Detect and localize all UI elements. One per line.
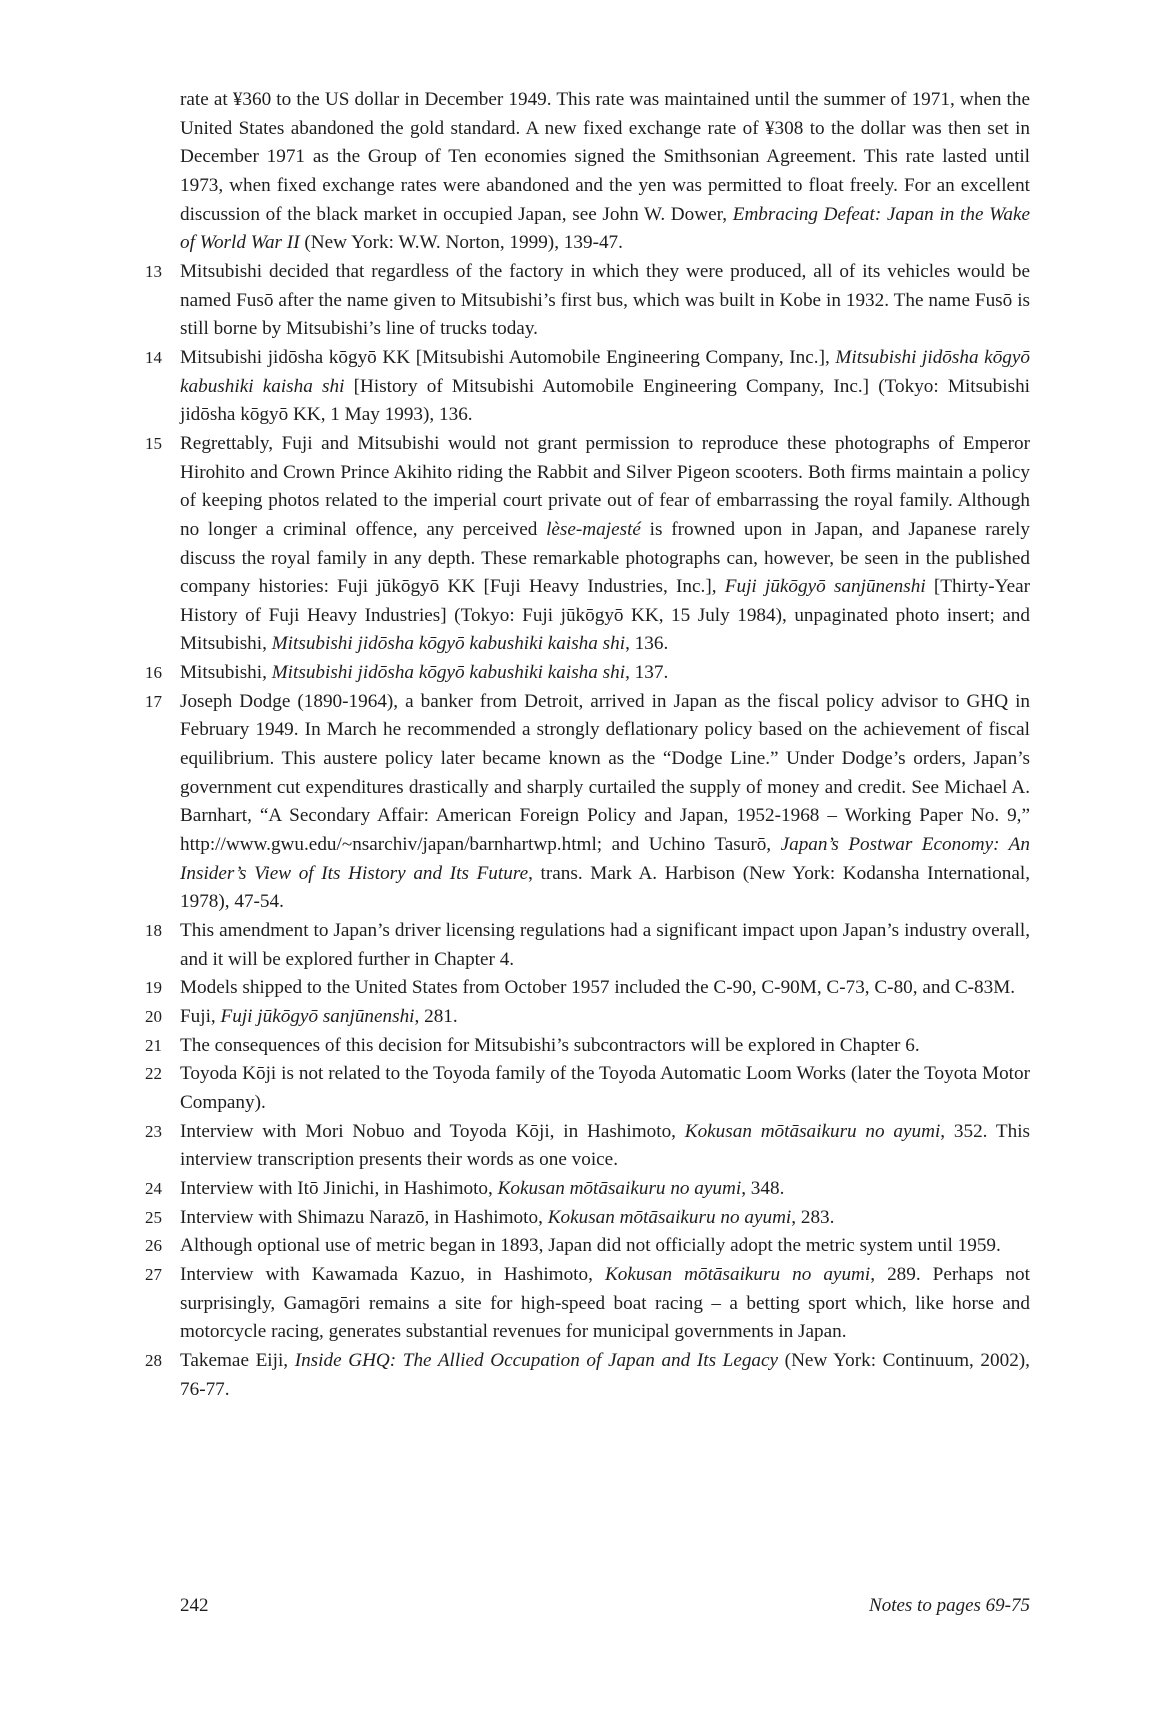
endnote-text: [180, 86, 1030, 258]
endnote-number: 27: [145, 1264, 162, 1284]
endnote-17: [145, 688, 1030, 917]
endnote-number: 21: [145, 1035, 162, 1055]
endnote-text: [180, 659, 1030, 688]
text-run: (New York: W.W. Norton, 1999), 139-47.: [299, 232, 623, 254]
text-run: Interview with Kawamada Kazuo, in Hashimoto,: [180, 1263, 605, 1285]
text-run: Joseph Dodge (1890-1964), a banker from Detroit, arrived in Japan as the fiscal policy advisor to GHQ in February 1949. In March he recommended a strongly deflationary policy based on the achievement of fiscal equilibrium. This austere policy later became known as the “Dodge Line.” Under Dodge’s orders, Japan’s government cut expenditures drastically and sharply curtailed the supply of money and credit. See Michael A. Barnhart, “A Secondary Affair: American Foreign Policy and Japan, 1952-1968 – Working Paper No. 9,” http://www.gwu.edu/~nsarchiv/japan/barnhartwp.html; and Uchino Tasurō,: [180, 690, 1030, 856]
italic-title: Japan’s Postwar Economy: An Insider’s View of Its History and Its Future: [180, 834, 1030, 884]
endnote-text: [180, 1347, 1030, 1404]
endnote-24: [145, 1175, 1030, 1204]
endnote-text: [180, 258, 1030, 344]
italic-title: Kokusan mōtāsaikuru no ayumi: [497, 1177, 742, 1199]
endnote-number: 22: [145, 1064, 162, 1084]
endnote-number: 19: [145, 978, 162, 998]
endnote-18: [145, 917, 1030, 974]
endnote-text: [180, 1060, 1030, 1117]
endnote-number: 14: [145, 347, 162, 367]
endnote-26: [145, 1232, 1030, 1261]
text-run: rate at ¥360 to the US dollar in December 1949. This rate was maintained until the summer of 1971, when the United States abandoned the gold standard. A new fixed exchange rate of ¥308 to the dollar was then set in December 1971 as the Group of Ten economies signed the Smithsonian Agreement. This rate lasted until 1973, when fixed exchange rates were abandoned and the yen was permitted to float freely. For an excellent discussion of the black market in occupied Japan, see John W. Dower,: [180, 89, 1030, 225]
endnote-27: [145, 1261, 1030, 1347]
italic-title: Kokusan mōtāsaikuru no ayumi: [604, 1263, 871, 1285]
endnote-text: [180, 1261, 1030, 1347]
endnote-number: 15: [145, 433, 162, 453]
italic-title: Mitsubishi jidōsha kōgyō kabushiki kaisha shi: [271, 633, 626, 655]
text-run: Toyoda Kōji is not related to the Toyoda family of the Toyoda Automatic Loom Works (later the Toyota Motor Company).: [180, 1063, 1030, 1113]
endnote-number: 23: [145, 1121, 162, 1141]
italic-title: Kokusan mōtāsaikuru no ayumi: [684, 1120, 941, 1142]
endnote-number: 17: [145, 691, 162, 711]
italic-title: Kokusan mōtāsaikuru no ayumi: [547, 1206, 792, 1228]
endnote-25: [145, 1204, 1030, 1233]
text-run: Models shipped to the United States from October 1957 included the C-90, C-90M, C-73, C-80, and C-83M.: [180, 977, 1016, 999]
italic-title: lèse-majesté: [546, 518, 641, 540]
endnote-text: [180, 1032, 1030, 1061]
text-run: Interview with Itō Jinichi, in Hashimoto,: [180, 1177, 498, 1199]
endnote-text: [180, 344, 1030, 430]
text-run: Although optional use of metric began in 1893, Japan did not officially adopt the metric system until 1959.: [180, 1235, 1001, 1257]
text-run: Mitsubishi jidōsha kōgyō KK [Mitsubishi Automobile Engineering Company, Inc.],: [180, 346, 836, 368]
endnote-15: [145, 430, 1030, 659]
running-head: Notes to pages 69-75: [869, 1595, 1030, 1616]
endnote-number: 20: [145, 1007, 162, 1026]
endnote-text: [180, 1232, 1030, 1261]
text-run: , trans. Mark A. Harbison (New York: Kodansha International, 1978), 47-54.: [180, 862, 1031, 913]
page-footer: [180, 1595, 1030, 1625]
text-run: Mitsubishi,: [180, 662, 272, 684]
endnote-22: [145, 1060, 1030, 1117]
text-run: Regrettably, Fuji and Mitsubishi would not grant permission to reproduce these photographs of Emperor Hirohito and Crown Prince Akihito riding the Rabbit and Silver Pigeon scooters. Both firms maintain a policy of keeping photos related to the imperial court private out of fear of embarrassing the royal family. Although no longer a criminal offence, any perceived: [180, 432, 1030, 540]
endnote-text: [180, 1175, 1030, 1204]
endnote-21: [145, 1032, 1030, 1061]
endnote-number: 26: [145, 1236, 162, 1256]
text-run: , 281.: [414, 1006, 458, 1027]
text-run: The consequences of this decision for Mitsubishi’s subcontractors will be explored in Chapter 6.: [180, 1034, 920, 1056]
endnote-continuation: [145, 86, 1030, 258]
endnote-14: [145, 344, 1030, 430]
text-run: Fuji,: [180, 1006, 221, 1027]
text-run: , 348.: [741, 1177, 785, 1199]
text-run: Takemae Eiji,: [180, 1349, 295, 1371]
text-run: , 283.: [791, 1206, 835, 1228]
page-number: 242: [180, 1595, 209, 1616]
text-run: Interview with Shimazu Narazō, in Hashimoto,: [180, 1206, 548, 1228]
endnote-number: 24: [145, 1178, 162, 1198]
text-run: , 137.: [625, 662, 669, 684]
text-run: Mitsubishi decided that regardless of the factory in which they were produced, all of its vehicles would be named Fusō after the name given to Mitsubishi’s first bus, which was built in Kobe in 1932. The name Fusō is still borne by Mitsubishi’s line of trucks today.: [180, 260, 1030, 340]
italic-title: Fuji jūkōgyō sanjūnenshi: [220, 1006, 415, 1027]
endnote-number: 16: [145, 663, 162, 683]
text-run: , 289. Perhaps not surprisingly, Gamagōri remains a site for high-speed boat racing – a betting sport which, like horse and motorcycle racing, generates substantial revenues for municipal governments in Japan.: [180, 1263, 1030, 1343]
text-run: , 352. This interview transcription presents their words as one voice.: [180, 1120, 1031, 1171]
endnote-text: [180, 974, 1030, 1003]
endnote-19: [145, 974, 1030, 1003]
endnote-23: [145, 1118, 1030, 1175]
endnote-20: [145, 1003, 1030, 1032]
endnote-number: 25: [145, 1207, 162, 1227]
text-run: [History of Mitsubishi Automobile Engineering Company, Inc.] (Tokyo: Mitsubishi jidōsha kōgyō KK, 1 May 1993), 136.: [180, 375, 1030, 426]
endnotes-list: [145, 86, 1030, 1404]
endnote-number: 28: [145, 1350, 162, 1370]
endnote-28: [145, 1347, 1030, 1404]
endnote-text: [180, 1204, 1030, 1233]
text-run: is frowned upon in Japan, and Japanese rarely discuss the royal family in any depth. These remarkable photographs can, however, be seen in the published company histories: Fuji jūkōgyō KK [Fuji Heavy Industries, Inc.],: [180, 518, 1030, 598]
text-run: (New York: Continuum, 2002), 76-77.: [180, 1349, 1030, 1400]
text-run: Interview with Mori Nobuo and Toyoda Kōji, in Hashimoto,: [180, 1120, 685, 1142]
text-run: This amendment to Japan’s driver licensing regulations had a significant impact upon Japan’s industry overall, and it will be explored further in Chapter 4.: [180, 920, 1030, 970]
endnote-number: 18: [145, 921, 162, 941]
italic-title: Embracing Defeat: Japan in the Wake of World War II: [180, 203, 1031, 254]
italic-title: Inside GHQ: The Allied Occupation of Japan and Its Legacy: [294, 1349, 779, 1371]
endnote-13: [145, 258, 1030, 344]
endnote-text: [180, 688, 1030, 917]
endnote-number: 13: [145, 261, 162, 281]
italic-title: Mitsubishi jidōsha kōgyō kabushiki kaisha shi: [180, 346, 1030, 397]
italic-title: Mitsubishi jidōsha kōgyō kabushiki kaisha shi: [271, 662, 626, 684]
italic-title: Fuji jūkōgyō sanjūnenshi: [724, 576, 926, 598]
text-run: [Thirty-Year History of Fuji Heavy Industries] (Tokyo: Fuji jūkōgyō KK, 15 July 1984), unpaginated photo insert; and Mitsubishi,: [180, 576, 1030, 655]
text-run: , 136.: [625, 633, 669, 655]
endnote-text: [180, 1003, 1030, 1032]
endnote-text: [180, 917, 1030, 974]
endnote-text: [180, 1118, 1030, 1175]
endnote-16: [145, 659, 1030, 688]
endnote-text: [180, 430, 1030, 659]
